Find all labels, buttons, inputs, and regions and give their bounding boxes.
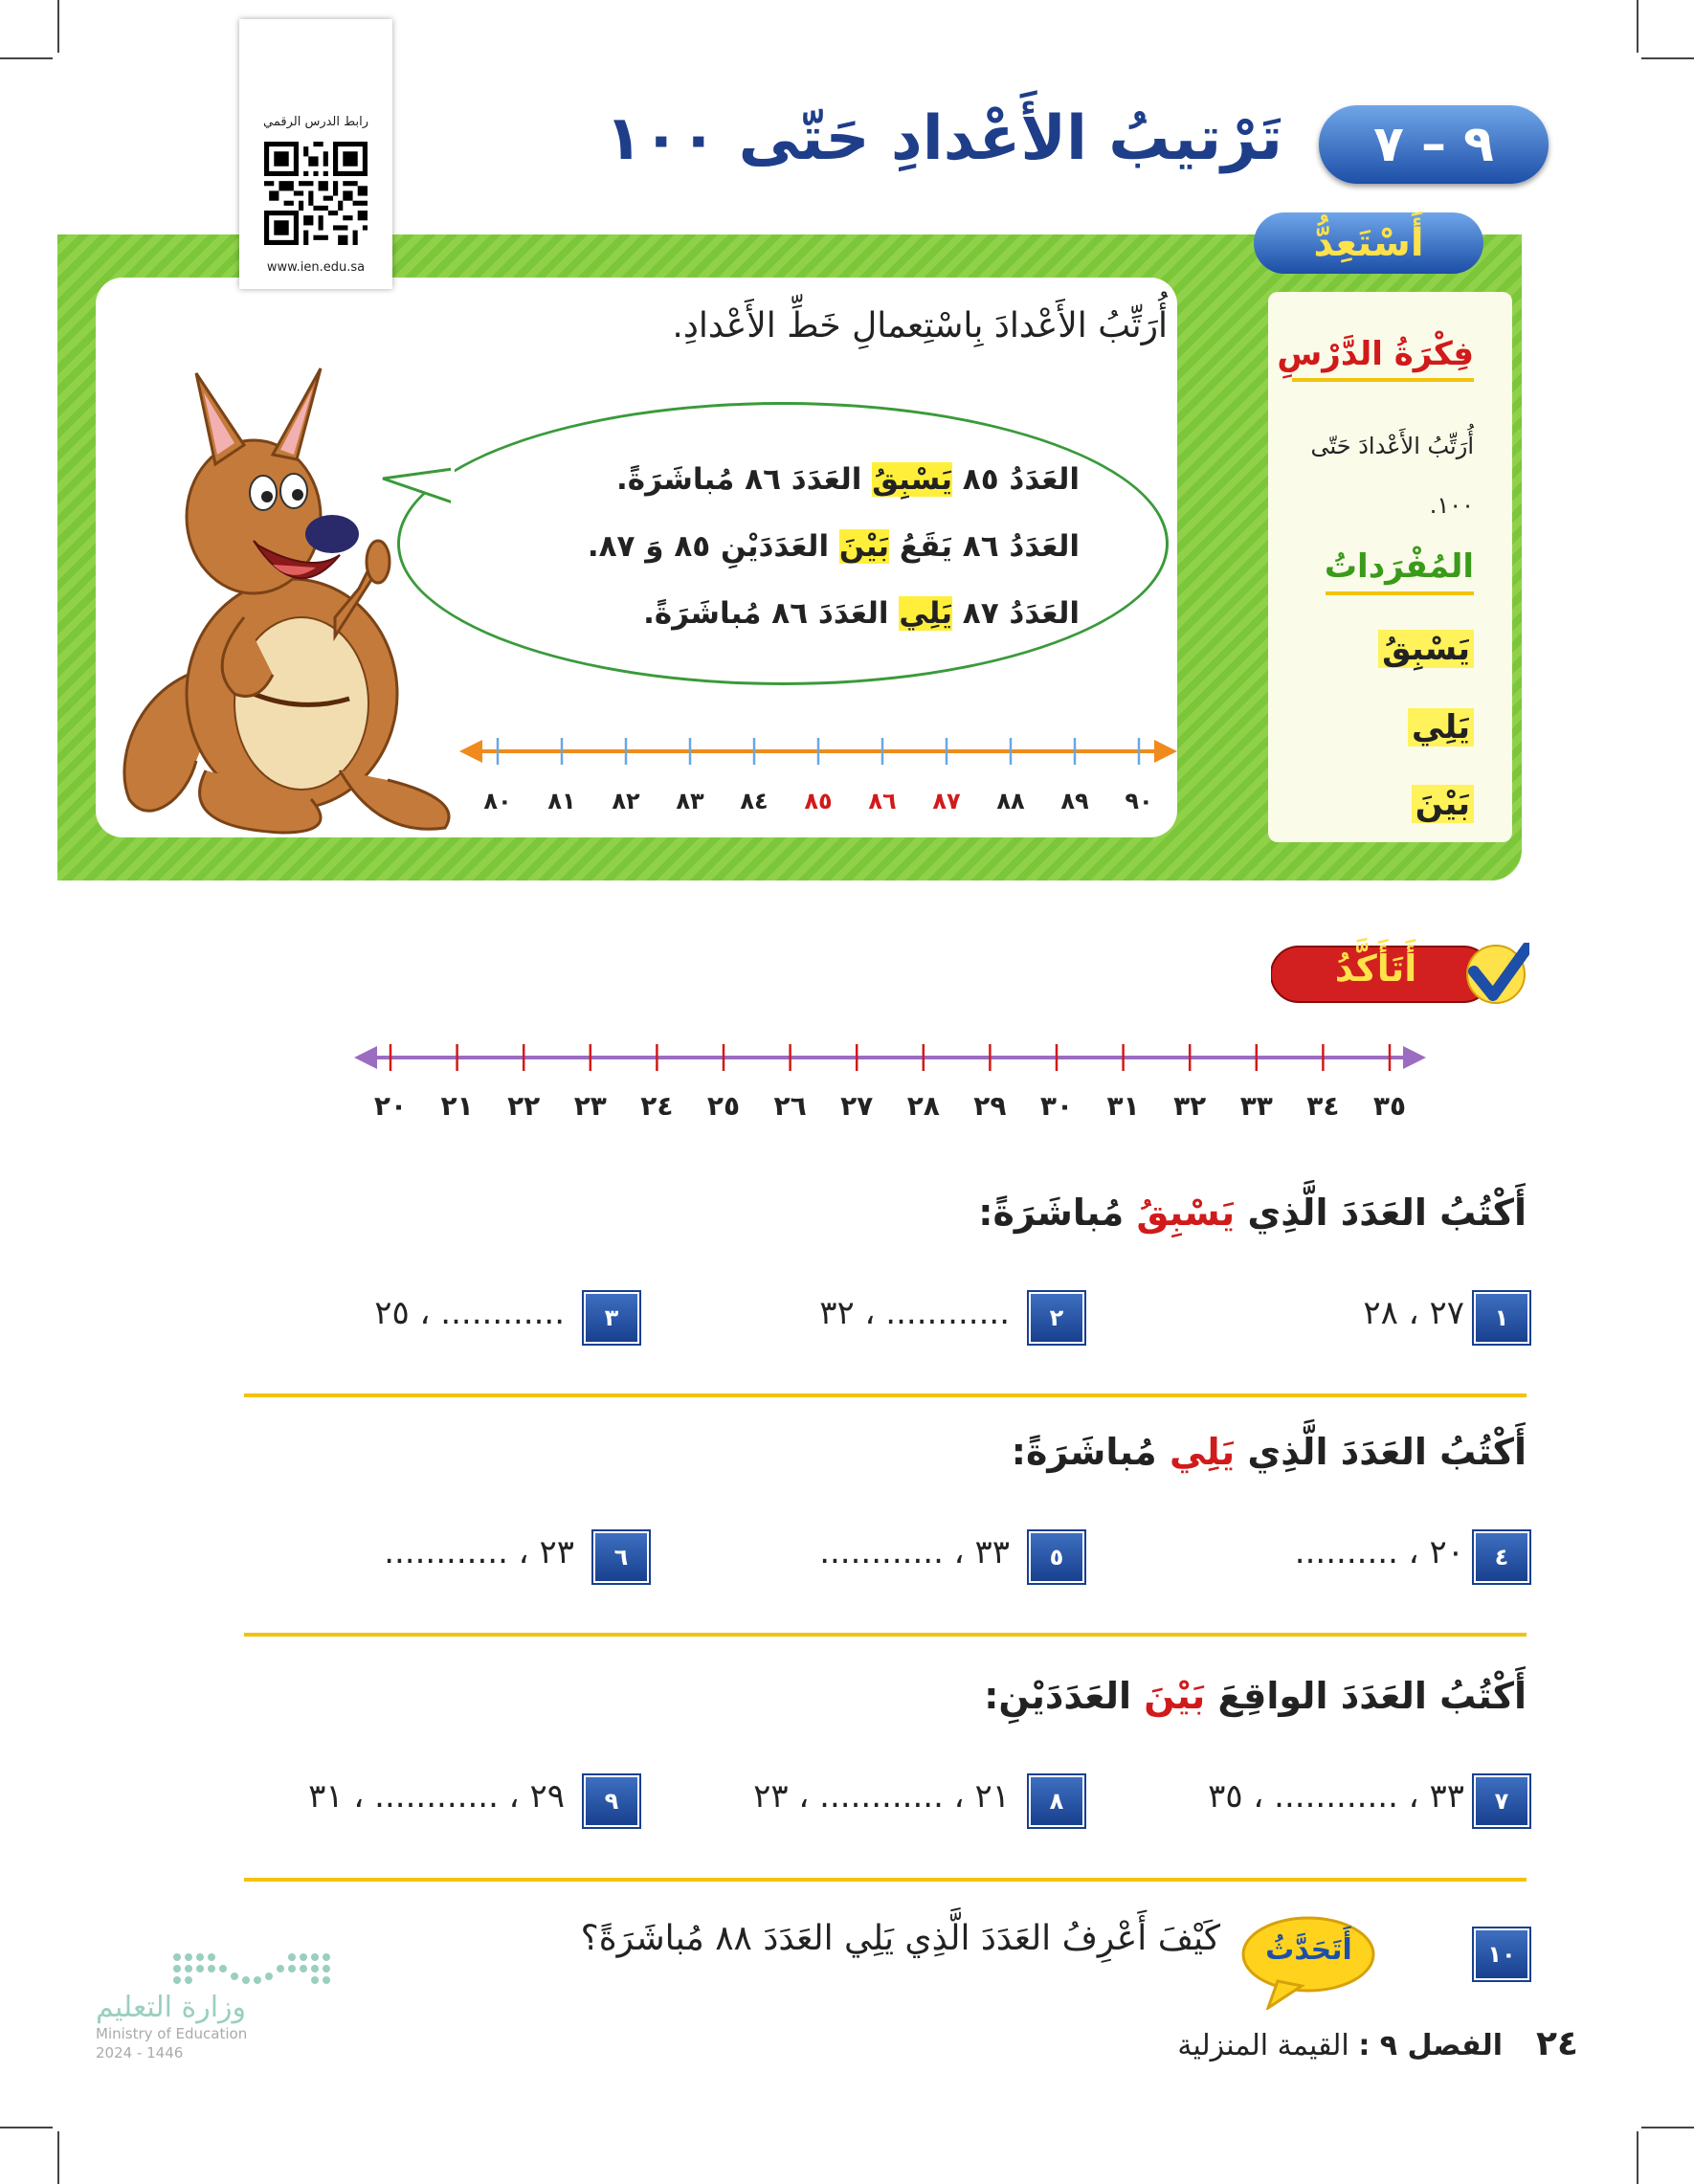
number-line-label: ٨٩	[1060, 788, 1089, 814]
number-line-label: ٨٧	[932, 788, 961, 814]
question-4-text[interactable]: ٢٠ ، ..........	[1294, 1533, 1464, 1571]
ministry-logo-icon	[167, 1948, 349, 1995]
chapter-label	[1139, 2029, 1503, 2062]
number-line-label: ٣٠	[1039, 1090, 1074, 1122]
heading-text: أَكْتُبُ العَدَدَ الواقِعَ	[1205, 1675, 1527, 1717]
number-line-label: ٢٨	[906, 1090, 940, 1122]
number-line-label: ٩٠	[1125, 788, 1153, 814]
question-number: ٣	[584, 1292, 639, 1344]
crop-mark	[57, 2131, 59, 2184]
section-heading-before	[498, 1192, 1527, 1234]
lesson-idea-text	[1273, 416, 1474, 535]
section-heading-after	[498, 1431, 1527, 1473]
number-line-label: ٨٣	[676, 788, 704, 814]
number-line-label: ٨٨	[996, 788, 1025, 814]
question-9-text[interactable]: ٢٩ ، ............ ، ٣١	[308, 1777, 565, 1816]
number-line-label: ٢٥	[706, 1090, 741, 1122]
question-number: ٢	[1029, 1292, 1084, 1344]
question-number: ١	[1474, 1292, 1529, 1344]
question-number: ٩	[584, 1775, 639, 1827]
vocab-word: يَلِي	[1408, 708, 1474, 747]
crop-mark	[1641, 2127, 1694, 2128]
lesson-idea-heading: فِكْرَةُ الدَّرْسِ	[1277, 335, 1474, 373]
explore-number-line	[450, 732, 1187, 828]
vocab-word: بَيْنَ	[1412, 785, 1474, 823]
arrow-left-icon	[459, 740, 482, 763]
bubble-text: العَدَدَ ٨٦ مُباشَرَةً.	[643, 596, 900, 631]
qr-url[interactable]: www.ien.edu.sa	[266, 260, 366, 275]
question-10-text[interactable]: كَيْفَ أَعْرِفُ العَدَدَ الَّذِي يَلِي العَدَدَ ٨٨ مُباشَرَةً؟	[580, 1919, 1220, 1958]
vocabulary-list	[1273, 613, 1474, 833]
kangaroo-mascot	[91, 349, 474, 847]
section-heading-between	[498, 1675, 1527, 1717]
qr-card[interactable]	[239, 19, 392, 289]
bubble-text: العَدَدُ ٨٥	[951, 462, 1080, 497]
qr-code-icon[interactable]	[264, 142, 368, 245]
check-number-line	[345, 1038, 1436, 1134]
number-line-label: ٣٢	[1173, 1090, 1207, 1122]
number-line-label: ٣٤	[1306, 1090, 1340, 1122]
section-divider	[244, 1393, 1527, 1397]
question-8-text[interactable]: ٢١ ، ............ ، ٢٣	[753, 1777, 1010, 1816]
page-number: ٢٤	[1536, 2024, 1578, 2063]
bubble-text: العَدَدَيْنِ ٨٥ وَ ٨٧.	[587, 529, 839, 564]
bubble-line	[486, 462, 1080, 497]
lesson-idea-line: ١٠٠.	[1429, 492, 1474, 519]
number-line-label: ٨٤	[740, 788, 769, 814]
explore-instruction: أُرَتِّبُ الأَعْدادَ بِاسْتِعمالِ خَطِّ الأَعْدادِ.	[672, 306, 1168, 345]
crop-mark	[1637, 2131, 1638, 2184]
bubble-text: العَدَدُ ٨٦ يَقَعُ	[889, 529, 1080, 564]
highlighted-word: يَسْبِقُ	[872, 462, 952, 497]
number-line-label: ٢٠	[373, 1090, 408, 1122]
lesson-title: تَرْتيبُ الأَعْدادِ حَتّى ١٠٠	[605, 103, 1282, 174]
number-line-label: ٨٠	[483, 788, 512, 814]
number-line-label: ٣٣	[1239, 1090, 1273, 1122]
arrow-right-icon	[1403, 1046, 1426, 1069]
question-number: ٧	[1474, 1775, 1529, 1827]
speech-bubble	[397, 402, 1169, 685]
qr-title: رابط الدرس الرقمي	[263, 115, 368, 129]
number-line-label: ٢٣	[573, 1090, 607, 1122]
heading-text: العَدَدَيْنِ:	[984, 1675, 1145, 1717]
question-5-text[interactable]: ٣٣ ، ............	[819, 1533, 1010, 1571]
bubble-line	[486, 596, 1080, 631]
number-line-label: ٢٦	[773, 1090, 807, 1122]
vocab-word: يَسْبِقُ	[1378, 630, 1474, 668]
crop-mark	[1637, 0, 1638, 53]
question-number: ٤	[1474, 1531, 1529, 1583]
question-number: ٨	[1029, 1775, 1084, 1827]
question-7-text[interactable]: ٣٣ ، ............ ، ٣٥	[1208, 1777, 1464, 1816]
chapter-number: الفصل ٩ :	[1358, 2029, 1503, 2062]
key-word: يَلِي	[1169, 1431, 1236, 1473]
highlighted-word: بَيْنَ	[838, 529, 890, 564]
chapter-name: القيمة المنزلية	[1177, 2029, 1349, 2062]
ministry-name-arabic: وزارة التعليم	[96, 1991, 247, 2024]
vocabulary-heading: المُفْرَداتُ	[1324, 547, 1474, 586]
question-number: ٥	[1029, 1531, 1084, 1583]
crop-mark	[1641, 57, 1694, 59]
question-3-text[interactable]: ............ ، ٢٥	[374, 1294, 565, 1332]
number-line-label: ٢٩	[973, 1090, 1007, 1122]
lesson-number-badge: ٩ – ٧	[1319, 105, 1549, 184]
bubble-line	[486, 529, 1080, 564]
section-divider	[244, 1878, 1527, 1882]
crop-mark	[0, 57, 53, 59]
lesson-idea-line: أُرَتِّبُ الأَعْدادَ حَتّى	[1310, 433, 1474, 459]
key-word: بَيْنَ	[1144, 1675, 1206, 1717]
number-line-label: ٣١	[1106, 1090, 1140, 1122]
heading-text: مُباشَرَةً:	[978, 1192, 1137, 1234]
heading-underline	[1292, 378, 1474, 382]
number-line-label: ٢٤	[640, 1090, 674, 1122]
number-line-label: ٨٦	[868, 788, 897, 814]
arrow-right-icon	[1154, 740, 1177, 763]
number-line-label: ٢٢	[507, 1090, 541, 1122]
number-line-label: ٨٥	[804, 788, 833, 814]
question-2-text[interactable]: ............ ، ٣٢	[819, 1294, 1010, 1332]
highlighted-word: يَلِي	[899, 596, 952, 631]
heading-underline	[1326, 591, 1474, 595]
heading-text: أَكْتُبُ العَدَدَ الَّذِي	[1235, 1431, 1527, 1473]
heading-text: أَكْتُبُ العَدَدَ الَّذِي	[1235, 1192, 1527, 1234]
question-number: ١٠	[1474, 1928, 1529, 1980]
number-line-label: ٣٥	[1372, 1090, 1407, 1122]
number-line-label: ٨١	[547, 788, 576, 814]
question-1-text[interactable]: ٢٧ ، ٢٨	[1363, 1294, 1464, 1332]
bubble-text: العَدَدَ ٨٦ مُباشَرَةً.	[616, 462, 873, 497]
number-line-label: ٢٧	[840, 1090, 874, 1122]
section-divider	[244, 1633, 1527, 1637]
edition-year: 2024 - 1446	[96, 2044, 184, 2061]
talk-label: أَتَحَدَّثُ	[1265, 1933, 1352, 1967]
number-line-label: ٨٢	[612, 788, 640, 814]
heading-text: مُباشَرَةً:	[1011, 1431, 1170, 1473]
question-number: ٦	[593, 1531, 649, 1583]
bubble-text: العَدَدُ ٨٧	[951, 596, 1080, 631]
number-line-label: ٢١	[440, 1090, 474, 1122]
crop-mark	[0, 2127, 53, 2128]
crop-mark	[57, 0, 59, 53]
arrow-left-icon	[354, 1046, 377, 1069]
ministry-name-english: Ministry of Education	[96, 2025, 248, 2042]
question-6-text[interactable]: ٢٣ ، ............	[384, 1533, 574, 1571]
key-word: يَسْبِقُ	[1136, 1192, 1236, 1234]
check-label: أَتَأَكَّدُ	[1334, 947, 1417, 990]
ready-badge: أَسْتَعِدُّ	[1254, 212, 1483, 274]
